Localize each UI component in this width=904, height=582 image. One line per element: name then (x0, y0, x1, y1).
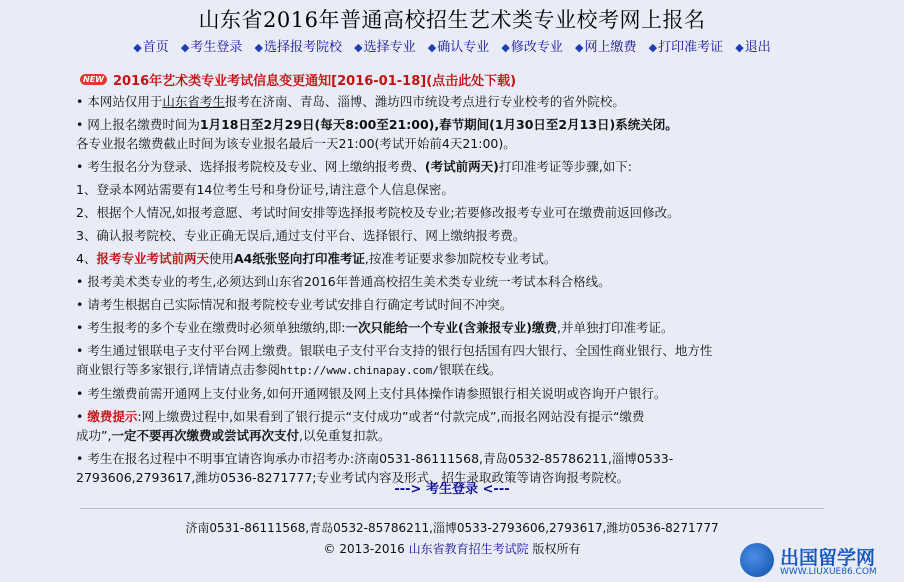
nav-select-school[interactable]: ◆选择报考院校 (254, 40, 342, 55)
footer-copyright: © 2013-2016 山东省教育招生考试院 版权所有 (323, 542, 581, 556)
list-item: • 考生在报名过程中不明事宜请咨询承办市招考办:济南0531-86111568,青岛0532-85786211,淄博0533- 2793606,2793617,潍坊0536-8271777;专业考试内容及形式、招生录取政策等请咨询报考院校。 (76, 451, 674, 485)
main-nav (0, 36, 904, 55)
list-item: • 考生通过银联电子支付平台网上缴费。银联电子支付平台支持的银行包括国有四大银行、全国性商业银行、地方性 商业银行等多家银行,详情请点击参阅http://www.chinapay.com/银联在线。 (76, 343, 713, 377)
globe-icon (740, 543, 774, 577)
nav-login[interactable]: ◆考生登录 (180, 40, 243, 55)
org-link[interactable]: 山东省教育招生考试院 (408, 542, 529, 556)
nav-confirm-major[interactable]: ◆确认专业 (427, 40, 490, 55)
diamond-icon: ◆ (648, 41, 658, 54)
instructions (76, 92, 796, 491)
list-item: • 请考生根据自己实际情况和报考院校专业考试安排自行确定考试时间不冲突。 (76, 297, 513, 312)
page-title: 山东省2016年普通高校招生艺术类专业校考网上报名 (198, 8, 706, 32)
list-item: • 网上报名缴费时间为1月18日至2月29日(每天8:00至21:00),春节期间(1月30日至2月13日)系统关闭。 各专业报名缴费截止时间为该专业报名最后一天21:00(考试开始前4天21:00)。 (76, 117, 678, 151)
watermark-logo: 出国留学网 WWW.LIUXUE86.COM (736, 543, 902, 579)
list-item: • 考生报考的多个专业在缴费时必须单独缴纳,即:一次只能给一个专业(含兼报专业)缴费,并单独打印准考证。 (76, 320, 674, 335)
diamond-icon: ◆ (501, 41, 510, 54)
list-item: • 报考美术类专业的考生,必须达到山东省2016年普通高校招生美术类专业统一考试本科合格线。 (76, 274, 611, 289)
step-item: 4、报考专业考试前两天使用A4纸张竖向打印准考证,按准考证要求参加院校专业考试。 (76, 251, 557, 266)
nav-print-admission[interactable]: ◆打印准考证 (648, 40, 724, 55)
diamond-icon: ◆ (133, 41, 142, 54)
chinapay-link[interactable]: http://www.chinapay.com/ (279, 364, 439, 377)
step-item: 3、确认报考院校、专业正确无误后,通过支付平台、选择银行、网上缴纳报考费。 (76, 228, 526, 243)
divider (80, 508, 824, 509)
diamond-icon: ◆ (180, 41, 190, 54)
list-item: • 本网站仅用于山东省考生报考在济南、青岛、淄博、潍坊四市统设考点进行专业校考的省外院校。 (76, 94, 625, 109)
list-item: • 缴费提示:网上缴费过程中,如果看到了银行提示“支付成功”或者“付款完成”,而报名网站没有提示“缴费 成功”,一定不要再次缴费或尝试再次支付,以免重复扣款。 (76, 409, 645, 443)
diamond-icon: ◆ (354, 41, 363, 54)
list-item: • 考生缴费前需开通网上支付业务,如何开通网银及网上支付具体操作请参照银行相关说明或咨询开户银行。 (76, 386, 667, 401)
diamond-icon: ◆ (735, 41, 744, 54)
nav-online-payment[interactable]: ◆网上缴费 (575, 40, 637, 55)
notice-text: 2016年艺术类专业考试信息变更通知[2016-01-18](点击此处下载) (112, 74, 517, 89)
nav-modify-major[interactable]: ◆修改专业 (501, 40, 563, 55)
footer-contacts: 济南0531-86111568,青岛0532-85786211,淄博0533-2793606,2793617,潍坊0536-8271777 (185, 521, 719, 535)
diamond-icon: ◆ (575, 41, 584, 54)
step-item: 2、根据个人情况,如报考意愿、考试时间安排等选择报考院校及专业;若要修改报考专业可在缴费前返回修改。 (76, 205, 680, 220)
login-link-row (0, 478, 904, 497)
notice-link[interactable] (80, 70, 516, 89)
new-badge-icon: NEW (80, 74, 107, 85)
step-item: 1、登录本网站需要有14位考生号和身份证号,请注意个人信息保密。 (76, 182, 454, 197)
diamond-icon: ◆ (427, 41, 437, 54)
unionpay-link[interactable]: 银联在线 (438, 362, 489, 377)
list-item: • 考生报名分为登录、选择报考院校及专业、网上缴纳报考费、(考试前两天)打印准考证等步骤,如下: (76, 159, 632, 174)
nav-select-major[interactable]: ◆选择专业 (354, 40, 416, 55)
arrow-left-icon: <--- (482, 482, 510, 497)
nav-logout[interactable]: ◆退出 (735, 40, 771, 55)
login-link[interactable]: 考生登录 (425, 482, 478, 497)
diamond-icon: ◆ (254, 41, 263, 54)
nav-home[interactable]: ◆首页 (133, 40, 169, 55)
arrow-right-icon: ---> (394, 482, 422, 497)
